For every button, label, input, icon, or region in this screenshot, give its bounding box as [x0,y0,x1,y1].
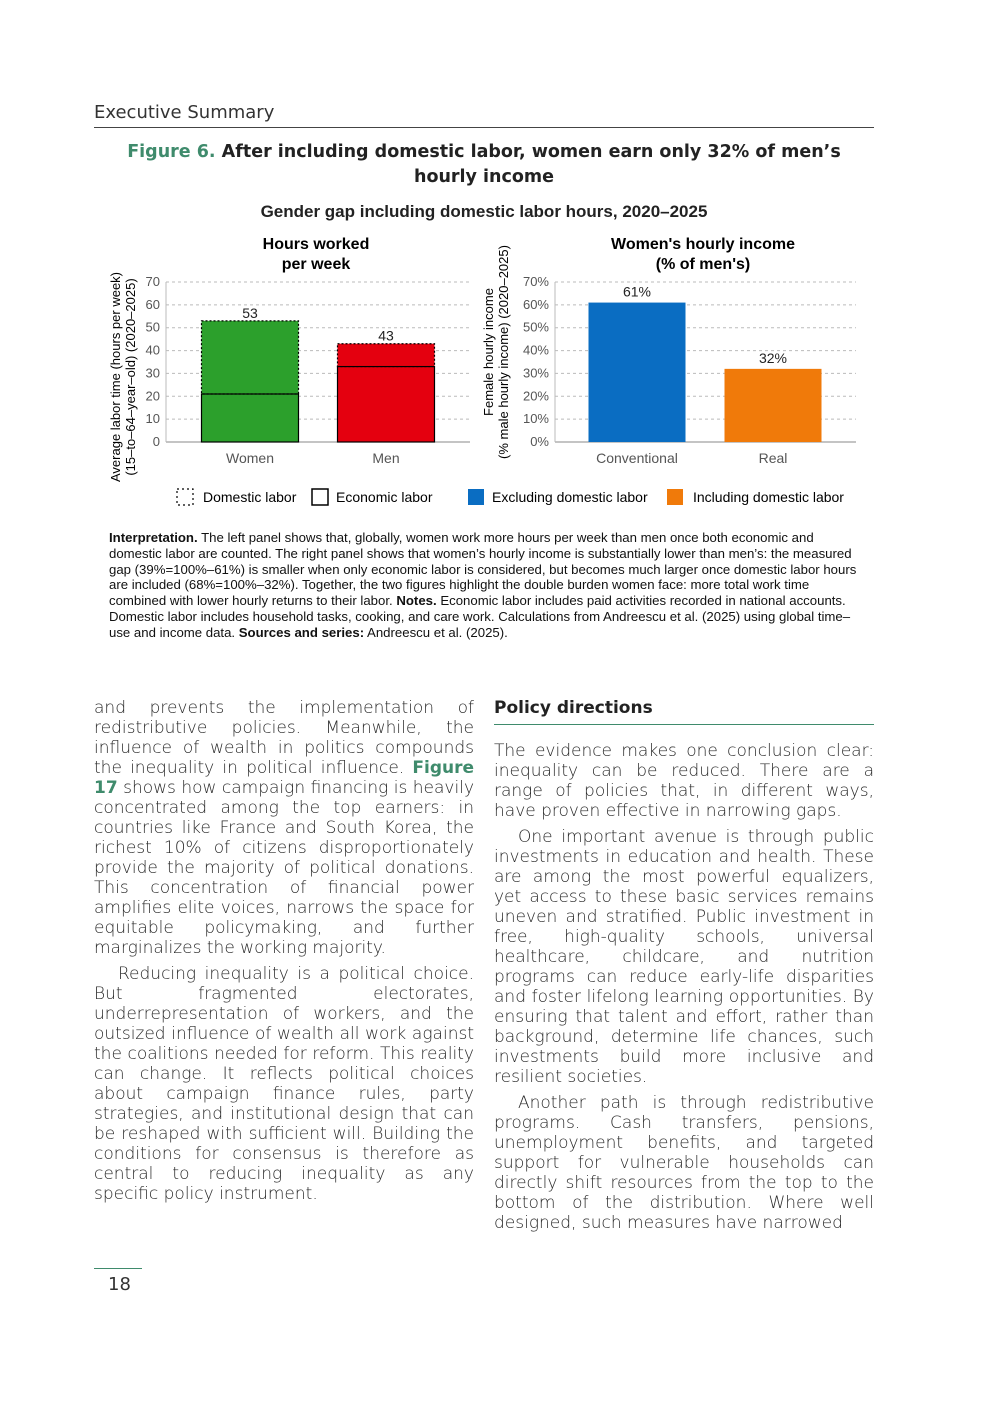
left-ytick-label: 10 [145,411,160,427]
right-ytick-label: 60% [522,296,549,312]
left-ytick-label: 0 [152,434,160,449]
right-paragraph-3: Another path is through redistributive programs. Cash transfers, pensions, unemployment benefits, and targeted support for vulnerable households can directly shift resources from the top to the bottom of the distribution. Where well designed, such measures have narrowed [494,1093,874,1233]
legend-domestic-swatch [177,489,193,505]
bar-women-total [202,321,299,442]
legend-economic-label: Economic labor [336,489,433,505]
figure-6-chart [0,225,992,515]
sources-text: Andreescu et al. (2025). [364,624,508,640]
policy-directions-heading: Policy directions [494,698,874,725]
left-ytick-label: 40 [145,342,160,358]
figure-title [94,140,874,190]
left-panel-title-line1: Hours worked [262,236,370,253]
right-category-label: Real [758,450,788,466]
chart-legend [177,489,844,505]
notes-label: Notes. [396,593,437,609]
right-ytick-label: 10% [522,411,549,427]
left-p1-text-a: and prevents the implementation of redistributive policies. Meanwhile, the influence of wealth in politics compounds the inequality in political influence. [94,698,474,778]
figure-number: Figure 6. [127,142,216,162]
right-ytick-label: 50% [522,319,549,335]
legend-including-swatch [667,489,683,505]
left-column [94,698,474,1210]
left-ylabel-line2: (15–to–64–year–old) (2020–2025) [123,278,138,476]
right-ylabel-line2: (% male hourly income) (2020–2025) [496,245,511,459]
right-column [494,698,874,1239]
left-ylabel-line1: Average labor time (hours per week) [108,271,123,483]
left-category-label: Men [372,450,400,466]
legend-domestic-label: Domestic labor [203,489,297,505]
left-ytick-label: 60 [145,296,160,312]
page-number: 18 [108,1274,131,1295]
legend-including-label: Including domestic labor [693,489,844,505]
bar-conventional-label: 61% [622,283,652,300]
interpretation-label: Interpretation. [109,530,198,545]
right-ylabel-line1: Female hourly income [481,288,496,416]
legend-excluding-label: Excluding domestic labor [492,489,648,505]
right-panel-title-line1: Women's hourly income [611,236,795,253]
bar-men-total-label: 43 [378,327,394,344]
right-paragraph-1: The evidence makes one conclusion clear: inequality can be reduced. There are a range of policies that, in different ways, have proven effective in narrowing gaps. [494,741,874,821]
left-category-label: Women [226,450,274,466]
left-paragraph-1 [94,698,474,958]
section-header: Executive Summary [94,102,874,128]
legend-excluding-swatch [468,489,484,505]
notes-text: Economic labor includes paid activities recorded in national accounts. Domestic labor includes household tasks, cooking, and care work. Calculations from Andreescu et al. (2025) using global time–use and income data. [109,593,851,640]
right-ytick-label: 70% [522,274,549,289]
bar-real-label: 32% [758,349,788,366]
right-ytick-label: 40% [522,342,549,358]
figure-17-link[interactable]: Figure 17 [94,758,474,798]
left-ytick-label: 50 [145,319,160,335]
left-paragraph-2: Reducing inequality is a political choice. But fragmented electorates, underrepresentation of workers, and the outsized influence of wealth all work against the coalitions needed for reform. This reality can change. It reflects political choices about campaign finance rules, party strategies, and institutional design that can be reshaped with sufficient will. Building the conditions for consensus is therefore as central to reducing inequality as any specific policy instrument. [94,964,474,1204]
right-category-label: Conventional [596,450,678,466]
bar-women-total-label: 53 [242,304,258,321]
figure-title-text: After including domestic labor, women earn only 32% of men’s hourly income [221,142,841,187]
sources-label: Sources and series: [238,624,365,640]
right-ytick-label: 20% [522,388,549,404]
left-ytick-label: 20 [145,388,160,404]
bar-conventional [589,303,686,442]
legend-economic-swatch [312,489,328,505]
right-panel-title-line2: (% of men's) [655,256,751,273]
bar-men-total [338,344,435,442]
left-ytick-label: 70 [145,274,160,289]
left-panel-title-line2: per week [281,256,351,273]
left-ytick-label: 30 [145,365,160,381]
hours-worked-panel [108,236,470,482]
hourly-income-panel [481,236,856,466]
interpretation-text: The left panel shows that, globally, women work more hours per week than men once both economic and domestic labor are counted. The right panel shows that women’s hourly income is substantially lower than men’s: the measured gap (39%=100%–61%) is smaller when only economic labor is considered, but becomes much larger once domestic labor hours are included (68%=100%–32%). Together, the two figures highlight the double burden women face: more total work time combined with lower hourly returns to their labor. [109,530,857,609]
footer-rule [94,1268,142,1269]
bar-real [725,369,822,442]
left-p1-text-b: shows how campaign financing is heavily concentrated among the top earners: in countries like France and South Korea, the richest 10% of citizens disproportionately provide the majority of political donations. This concentration of financial power amplifies elite voices, narrows the space for equitable policymaking, and further marginalizes the working majority. [94,778,474,958]
right-ytick-label: 30% [522,365,549,381]
right-paragraph-2: One important avenue is through public investments in education and health. These are among the most powerful equalizers, yet access to these basic services remains uneven and stratified. Public investment in free, high-quality schools, universal healthcare, childcare, and nutrition programs can reduce early-life disparities and foster lifelong learning opportunities. By ensuring that talent and effort, rather than background, determine life chances, such investments build more inclusive and resilient societies. [494,827,874,1087]
figure-interpretation [109,530,859,641]
chart-main-title: Gender gap including domestic labor hours, 2020–2025 [260,202,708,221]
right-ytick-label: 0% [530,434,549,449]
